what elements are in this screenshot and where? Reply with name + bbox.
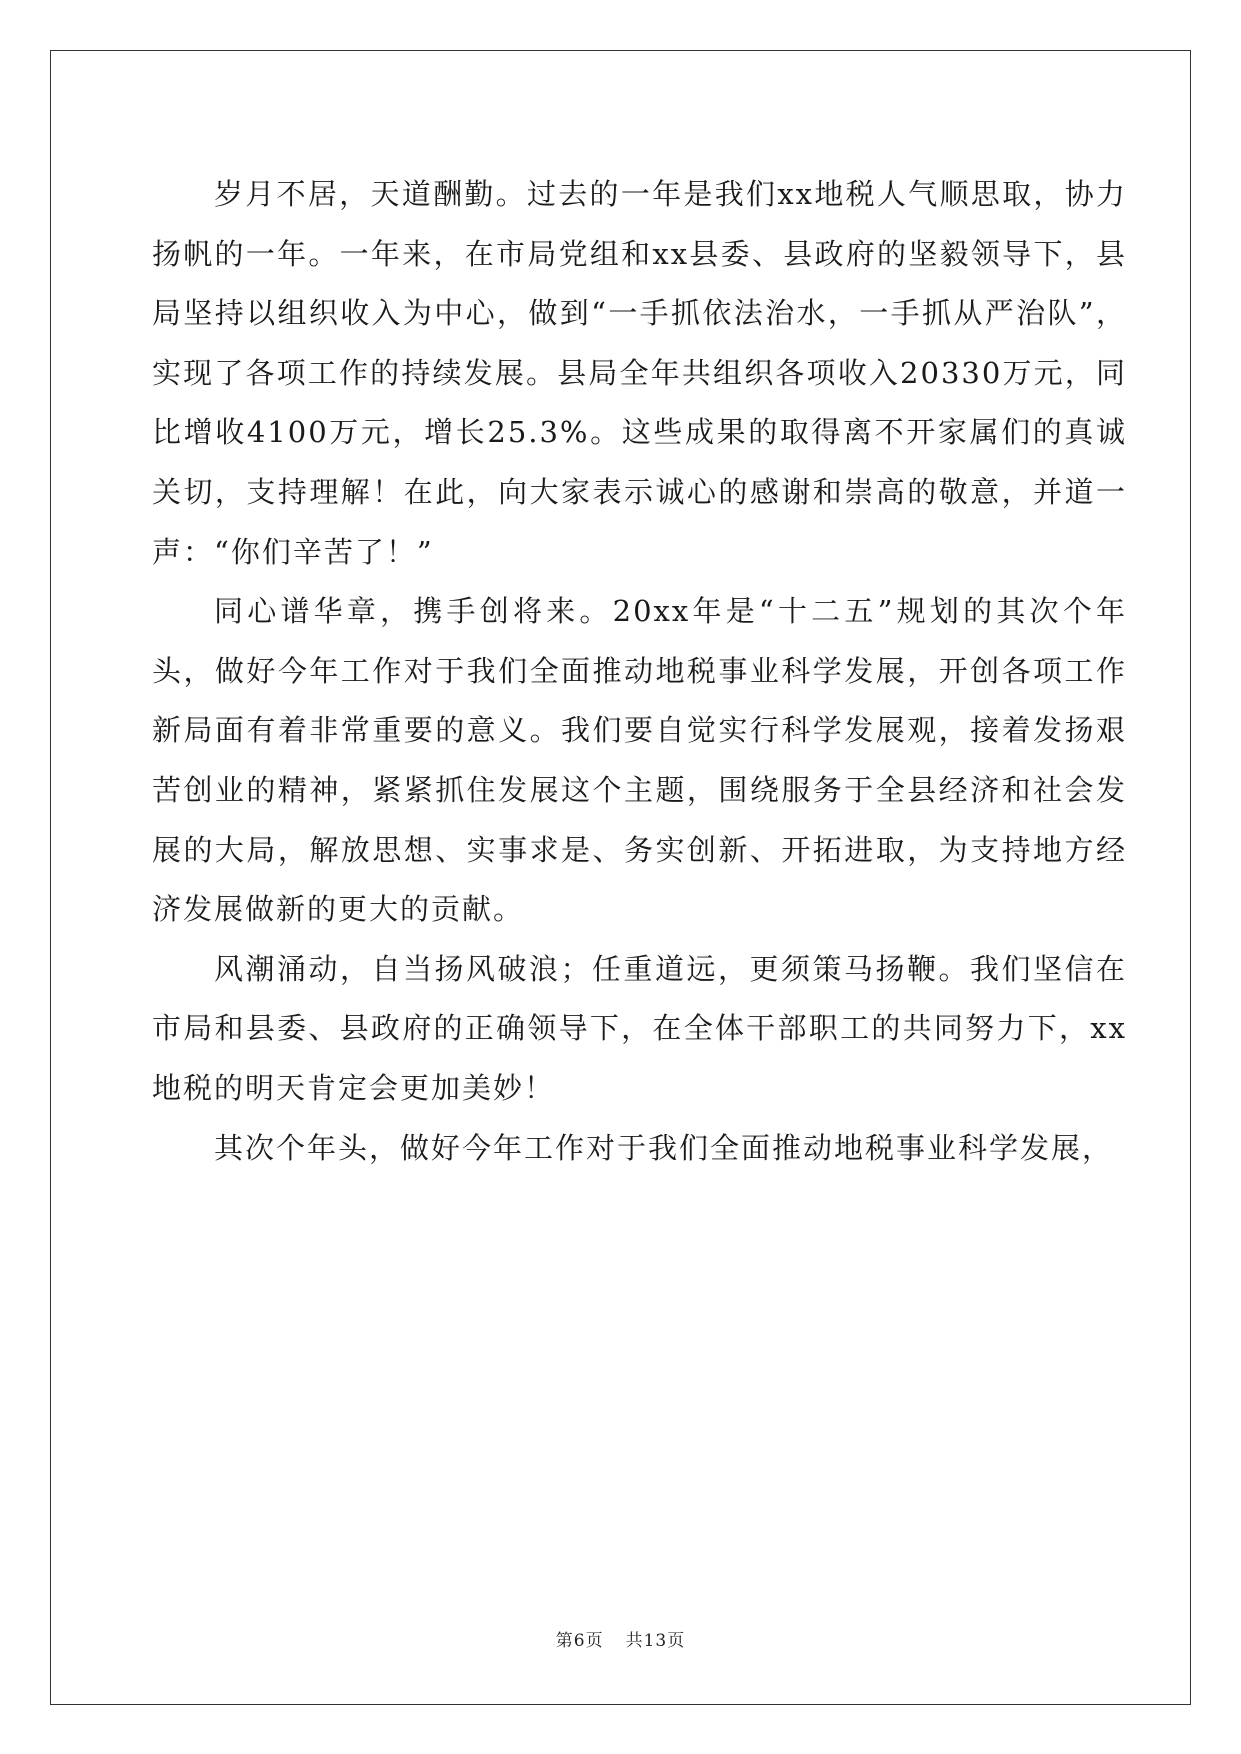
paragraph-3: 风潮涌动，自当扬风破浪；任重道远，更须策马扬鞭。我们坚信在市局和县委、县政府的正确领导下，在全体干部职工的共同努力下，xx地税的明天肯定会更加美妙！ (152, 951, 1127, 1105)
page-number: 第6页 (555, 1631, 604, 1651)
page-footer (0, 1626, 1241, 1651)
paragraph-2: 同心谱华章，携手创将来。20xx年是“十二五”规划的其次个年头，做好今年工作对于我们全面推动地税事业科学发展，开创各项工作新局面有着非常重要的意义。我们要自觉实行科学发展观，接着发扬艰苦创业的精神，紧紧抓住发展这个主题，围绕服务于全县经济和社会发展的大局，解放思想、实事求是、务实创新、开拓进取，为支持地方经济发展做新的更大的贡献。 (152, 594, 1127, 927)
page-total: 共13页 (625, 1631, 686, 1651)
document-body (152, 165, 1127, 1178)
paragraph-4: 其次个年头，做好今年工作对于我们全面推动地税事业科学发展， (214, 1130, 1114, 1165)
paragraph-1: 岁月不居，天道酬勤。过去的一年是我们xx地税人气顺思取，协力扬帆的一年。一年来，在市局党组和xx县委、县政府的坚毅领导下，县局坚持以组织收入为中心，做到“一手抓依法治水，一手抓从严治队”，实现了各项工作的持续发展。县局全年共组织各项收入20330万元，同比增收4100万元，增长25.3%。这些成果的取得离不开家属们的真诚关切，支持理解！在此，向大家表示诚心的感谢和崇高的敬意，并道一声：“你们辛苦了！” (152, 177, 1127, 569)
